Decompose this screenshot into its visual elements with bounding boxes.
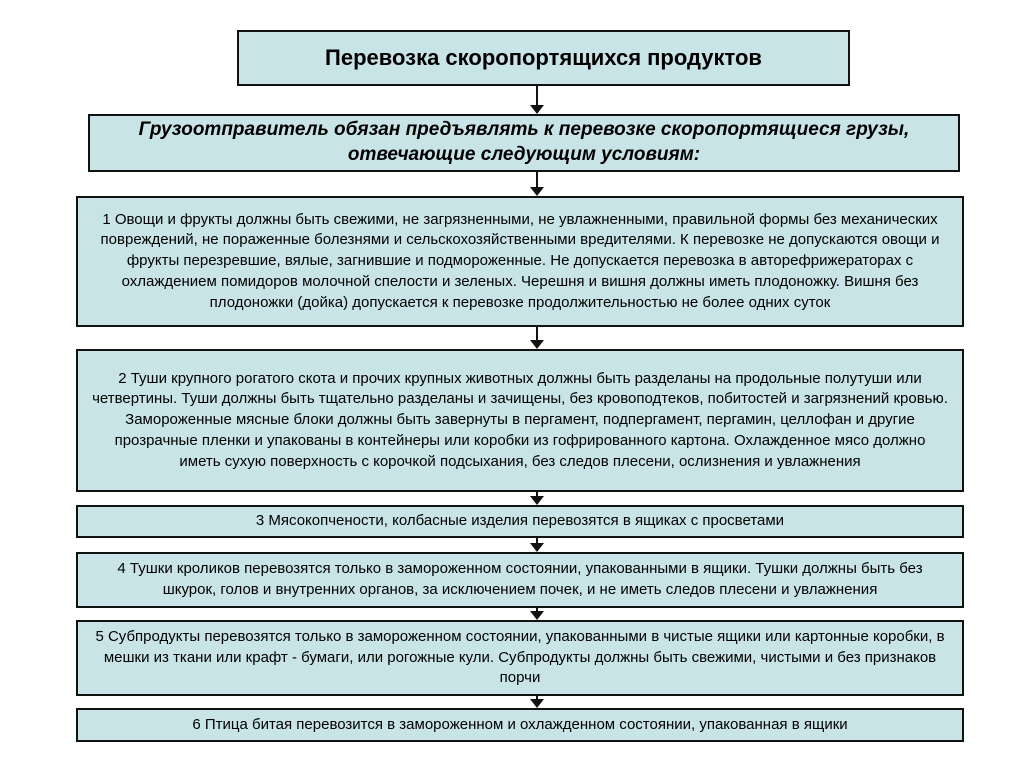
arrow-down-icon [529,538,545,552]
condition-box-4 [76,552,964,608]
arrowhead-icon [530,105,544,114]
arrow-shaft [536,327,538,340]
arrow-down-icon [529,492,545,505]
arrow-down-icon [529,608,545,620]
flowchart-title: Перевозка скоропортящихся продуктов [325,45,762,70]
arrowhead-icon [530,699,544,708]
arrow-down-icon [529,696,545,708]
requirement-box [88,114,960,172]
condition-box-2 [76,349,964,492]
condition-box-3 [76,505,964,538]
arrowhead-icon [530,611,544,620]
arrow-shaft [536,86,538,105]
arrow-down-icon [529,172,545,196]
arrowhead-icon [530,543,544,552]
condition-text-1: 1 Овощи и фрукты должны быть свежими, не загрязненными, не увлажненными, правильной формы без механических повреждений, не пораженные болезнями и сельскохозяйственными вредителями. К перевозке не допускаются овощи и фрукты перезревшие, вялые, загнившие и подмороженные. Не допускается перевозка в авторефрижераторах с охлаждением помидоров молочной спелости и зеленых. Черешня и вишня должны иметь плодоножку. Вишня без плодоножки (дойка) допускается к перевозке продолжительностью не более одних суток [100,210,940,311]
condition-text-2: 2 Туши крупного рогатого скота и прочих крупных животных должны быть разделаны на продольные полутуши или четвертины. Туши должны быть тщательно разделаны и зачищены, без кровоподтеков, побитостей и загрязнений кровью. Замороженные мясные блоки должны быть завернуты в пергамент, подпергамент, пергамин, целлофан и другие прозрачные пленки и упакованы в контейнеры или коробки из гофрированного картона. Охлажденное мясо должно иметь сухую поверхность с корочкой подсыхания, без следов плесени, ослизнения и увлажнения [92,369,948,470]
arrowhead-icon [530,496,544,505]
flowchart-title-box [237,30,850,86]
condition-box-1 [76,196,964,327]
condition-text-5: 5 Субпродукты перевозятся только в замороженном состоянии, упакованными в чистые ящики или картонные коробки, в мешки из ткани или крафт - бумаги, или рогожные кули. Субпродукты должны быть свежими, чистыми и без признаков порчи [95,627,945,687]
condition-text-3: 3 Мясокопчености, колбасные изделия перевозятся в ящиках с просветами [255,512,785,530]
condition-text-6: 6 Птица битая перевозится в замороженном и охлажденном состоянии, упакованная в ящики [192,715,848,733]
condition-box-6 [76,708,964,742]
requirement-text: Грузоотправитель обязан предъявлять к перевозке скоропортящиеся грузы, отвечающие следующим условиям: [138,119,910,165]
arrowhead-icon [530,340,544,349]
arrow-shaft [536,172,538,187]
arrow-down-icon [529,86,545,114]
arrowhead-icon [530,187,544,196]
condition-box-5 [76,620,964,696]
condition-text-4: 4 Тушки кроликов перевозятся только в замороженном состоянии, упакованными в ящики. Тушки должны быть без шкурок, голов и внутренних органов, за исключением почек, и не иметь следов плесени и увлажнения [117,560,923,598]
arrow-down-icon [529,327,545,349]
